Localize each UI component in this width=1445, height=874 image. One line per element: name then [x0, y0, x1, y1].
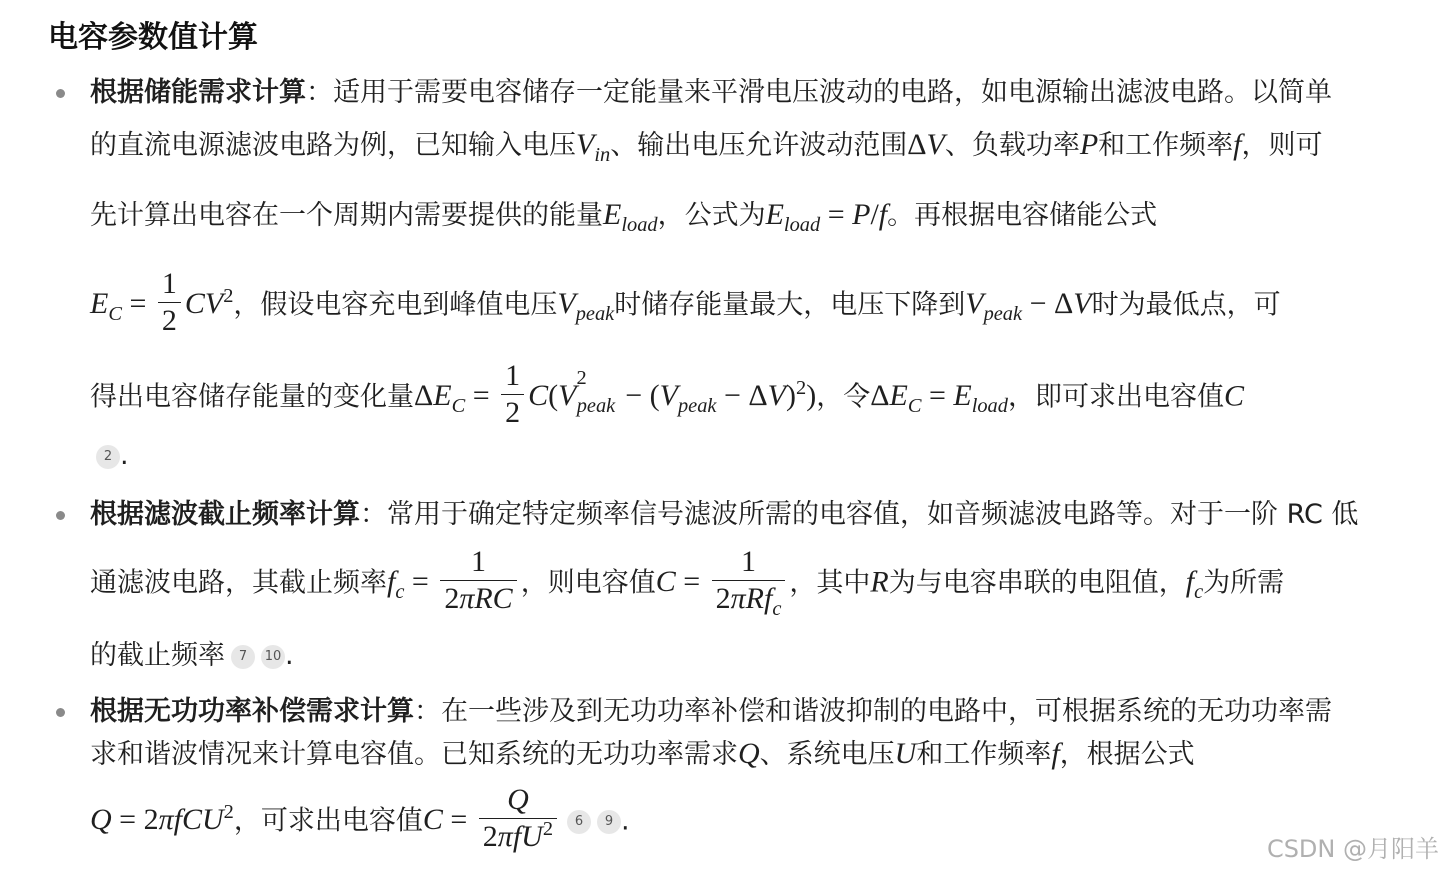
text: 常用于确定特定频率信号滤波所需的电容值，如音频滤波电路等。对于一阶 RC 低: [387, 499, 1359, 530]
text: 求和谐波情况来计算电容值。已知系统的无功功率需求: [90, 739, 738, 770]
section-heading: 根据滤波截止频率计算: [90, 499, 360, 530]
formula-c-eq: C = $\frac{1}{2\pi Rf_c}$: [656, 565, 790, 598]
text: ，公式为: [657, 200, 766, 231]
text: .: [621, 805, 630, 837]
formula-fc2: $f_c$: [1185, 565, 1204, 604]
paragraph-line: [90, 359, 1244, 435]
citation-badge[interactable]: 6: [567, 810, 591, 834]
formula-q-eq: Q = 2πfCU$^2$: [90, 801, 234, 837]
paragraph-line: [90, 127, 1323, 164]
section-heading: 根据储能需求计算: [90, 77, 306, 108]
paragraph-line: [90, 783, 630, 859]
bullet-dot: [56, 708, 65, 717]
text: .: [285, 640, 294, 671]
formula-f: f: [1051, 737, 1060, 770]
formula-delta-v: ΔV: [907, 128, 945, 161]
paragraph-line: [90, 267, 1281, 343]
colon: ：: [360, 499, 387, 530]
paragraph-line: [90, 75, 1332, 111]
formula-vin: $V_{in}$: [576, 128, 611, 166]
section-heading: 根据无功功率补偿需求计算: [90, 696, 414, 727]
formula-vpeak-minus: $V_{peak} - \Delta V$: [965, 287, 1092, 326]
text: 、负载功率: [944, 130, 1080, 161]
text: 在一些涉及到无功功率补偿和谐波抑制的电路中，可根据系统的无功功率需: [441, 696, 1332, 727]
bullet-dot: [56, 511, 65, 520]
text: ，假设电容充电到峰值电压: [233, 289, 558, 321]
text: 、系统电压: [759, 739, 895, 770]
text: ，根据公式: [1059, 739, 1195, 770]
formula-r: R: [870, 565, 889, 599]
formula-eload: $E_{load}$: [603, 198, 658, 236]
formula-c: C: [1223, 379, 1244, 413]
page-title: 电容参数值计算: [48, 20, 258, 55]
text: 和工作频率: [916, 739, 1052, 770]
formula-q: Q: [738, 737, 760, 770]
text: 为所需: [1203, 567, 1285, 599]
text: 时储存能量最大，电压下降到: [614, 289, 966, 321]
text: 。再根据电容储能公式: [887, 200, 1158, 231]
citation-badge[interactable]: 7: [231, 645, 255, 669]
bullet-dot: [56, 89, 65, 98]
formula-eload-eq: $E_{load} = P/f$: [765, 198, 888, 236]
text: ，则电容值: [520, 567, 656, 599]
text: ，可求出电容值: [233, 805, 423, 837]
formula-u: U: [894, 737, 917, 770]
text: 的截止频率: [90, 640, 225, 671]
paragraph-line: [90, 438, 129, 474]
text: 和工作频率: [1098, 130, 1234, 161]
text: ，令: [816, 381, 871, 413]
text: ，其中: [789, 567, 871, 599]
formula-delta-ec: $\Delta E_C$ = $\frac{1}{2}$ $C(V^2_{peak} - (V_{peak} - \Delta V)^2)$: [414, 359, 817, 429]
formula-f: f: [1233, 128, 1242, 161]
formula-vpeak: $V_{peak}$: [557, 287, 615, 326]
paragraph-line: [90, 736, 1195, 773]
text: 、输出电压允许波动范围: [610, 130, 908, 161]
paragraph-line: [90, 197, 1157, 234]
citation-badge[interactable]: 9: [597, 810, 621, 834]
formula-ec: $E_C$ = $\frac{1}{2}$ $CV^2$: [90, 267, 234, 337]
paragraph-line: [90, 545, 1285, 621]
colon: ：: [306, 77, 333, 108]
text: 得出电容储存能量的变化量: [90, 381, 414, 413]
paragraph-line: [90, 694, 1332, 730]
paragraph-line: [90, 638, 294, 674]
text: 通滤波电路，其截止频率: [90, 567, 387, 599]
paragraph-line: [90, 497, 1358, 533]
text: 时为最低点，可: [1091, 289, 1281, 321]
text: 为与电容串联的电阻值，: [888, 567, 1186, 599]
formula-delta-ec-eq: $\Delta E_C = E_{load}$: [870, 379, 1008, 418]
formula-p: P: [1079, 128, 1099, 161]
watermark: CSDN @月阳羊: [1266, 835, 1439, 863]
text: 的直流电源滤波电路为例，已知输入电压: [90, 130, 576, 161]
formula-c-q: C = $\frac{Q}{2\pi fU^2}$: [423, 803, 561, 836]
formula-fc: $f_c$ = $\frac{1}{\text{2πRC}}$: [387, 565, 521, 598]
text: 适用于需要电容储存一定能量来平滑电压波动的电路，如电源输出滤波电路。以简单: [333, 77, 1332, 108]
colon: ：: [414, 696, 441, 727]
text: 先计算出电容在一个周期内需要提供的能量: [90, 200, 603, 231]
text: ，则可: [1241, 130, 1323, 161]
text: .: [120, 440, 129, 471]
citation-badge[interactable]: 10: [261, 645, 285, 669]
text: ，即可求出电容值: [1007, 381, 1224, 413]
citation-badge[interactable]: 2: [96, 445, 120, 469]
